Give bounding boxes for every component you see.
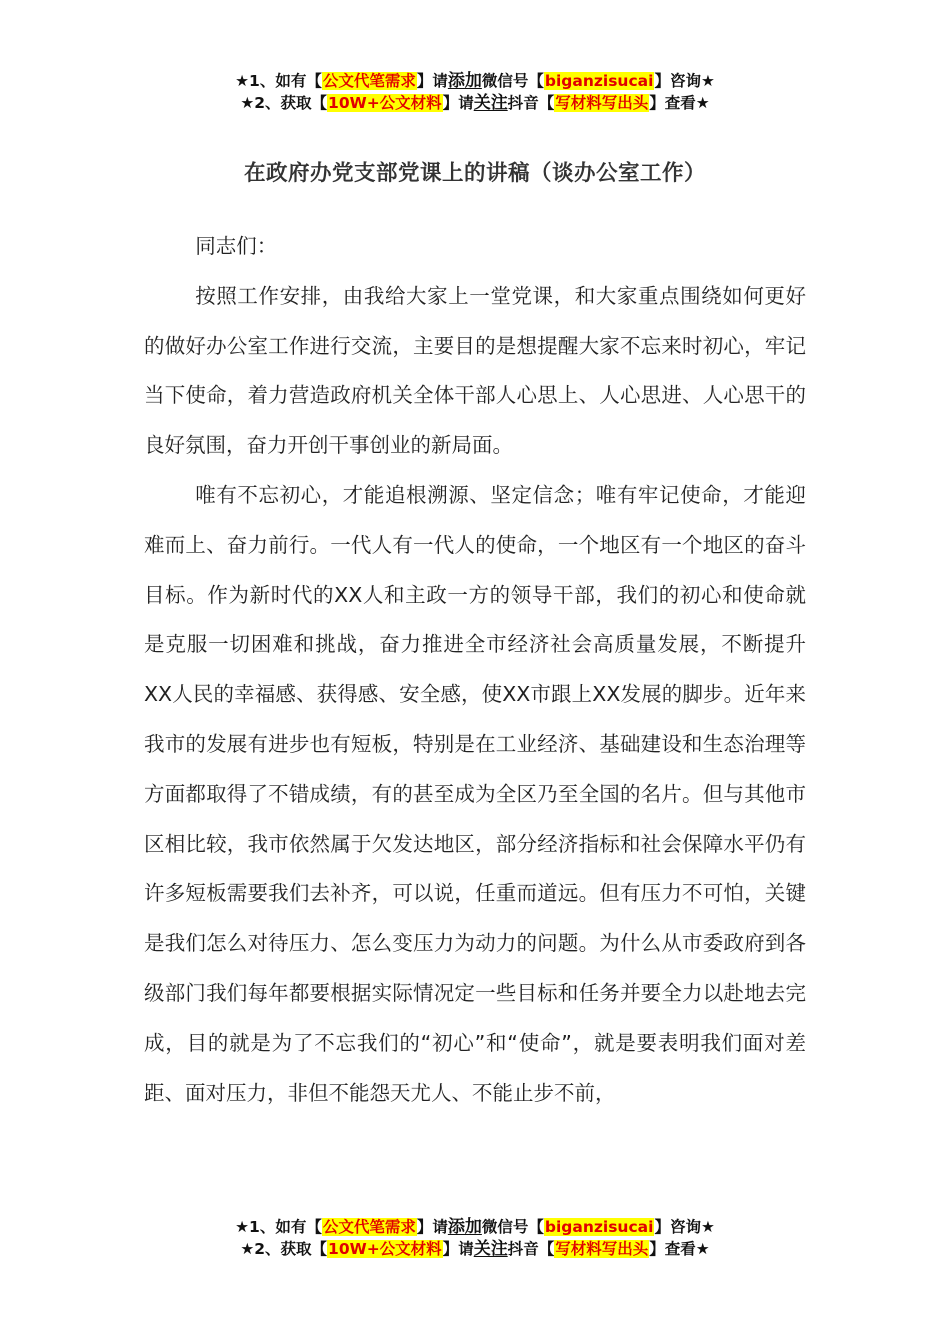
banner-text: 】请 [416, 72, 448, 90]
banner-text: 抖音【 [507, 1240, 555, 1258]
document-body [144, 222, 806, 1118]
banner-text: ★1、如有【 [235, 1218, 322, 1236]
banner-text: 微信号【 [481, 72, 544, 90]
wechat-id: biganzisucai [544, 72, 654, 90]
banner-text: ★2、获取【 [240, 1240, 328, 1258]
highlight-text: 10W+公文材料 [328, 94, 442, 112]
banner-line-2 [0, 92, 950, 114]
header-banner [0, 70, 950, 114]
banner-line-1 [0, 1216, 950, 1238]
banner-text: 】咨询★ [654, 1218, 715, 1236]
salutation: 同志们： [195, 234, 278, 258]
highlight-text: 公文代笔需求 [322, 1218, 416, 1236]
footer-banner [0, 1216, 950, 1260]
banner-text: 】请 [416, 1218, 448, 1236]
douyin-id: 写材料写出头 [555, 94, 649, 112]
banner-text: 】请 [442, 1240, 474, 1258]
highlight-text: 公文代笔需求 [322, 72, 416, 90]
wechat-id: biganzisucai [544, 1218, 654, 1236]
banner-text: 抖音【 [507, 94, 555, 112]
banner-text: 】请 [442, 94, 474, 112]
douyin-id: 写材料写出头 [555, 1240, 649, 1258]
document-title: 在政府办党支部党课上的讲稿（谈办公室工作） [243, 161, 706, 186]
banner-text: ★2、获取【 [240, 94, 328, 112]
banner-text: 微信号【 [481, 1218, 544, 1236]
paragraph-1: 按照工作安排，由我给大家上一堂党课，和大家重点围绕如何更好的做好办公室工作进行交流，主要目的是想提醒大家不忘来时初心，牢记当下使命，着力营造政府机关全体干部人心思上、人心思进、人心思干的良好氛围，奋力开创干事创业的新局面。 [144, 283, 806, 458]
banner-text: ★1、如有【 [235, 72, 322, 90]
banner-line-2 [0, 1238, 950, 1260]
underlined-text: 添加 [447, 1217, 482, 1237]
underlined-text: 关注 [473, 1239, 508, 1259]
banner-line-1 [0, 70, 950, 92]
banner-text: 】咨询★ [654, 72, 715, 90]
highlight-text: 10W+公文材料 [328, 1240, 442, 1258]
underlined-text: 添加 [447, 71, 482, 91]
underlined-text: 关注 [473, 93, 508, 113]
paragraph-2: 唯有不忘初心，才能追根溯源、坚定信念；唯有牢记使命，才能迎难而上、奋力前行。一代人有一代人的使命，一个地区有一个地区的奋斗目标。作为新时代的XX人和主政一方的领导干部，我们的初心和使命就是克服一切困难和挑战，奋力推进全市经济社会高质量发展，不断提升XX人民的幸福感、获得感、安全感，使XX市跟上XX发展的脚步。近年来我市的发展有进步也有短板，特别是在工业经济、基础建设和生态治理等方面都取得了不错成绩，有的甚至成为全区乃至全国的名片。但与其他市区相比较，我市依然属于欠发达地区，部分经济指标和社会保障水平仍有许多短板需要我们去补齐，可以说，任重而道远。但有压力不可怕，关键是我们怎么对待压力、怎么变压力为动力的问题。为什么从市委政府到各级部门我们每年都要根据实际情况定一些目标和任务并要全力以赴地去完成，目的就是为了不忘我们的“初心”和“使命”，就是要表明我们面对差距、面对压力，非但不能怨天尤人、不能止步不前， [144, 482, 806, 1105]
banner-text: 】查看★ [649, 94, 710, 112]
banner-text: 】查看★ [649, 1240, 710, 1258]
